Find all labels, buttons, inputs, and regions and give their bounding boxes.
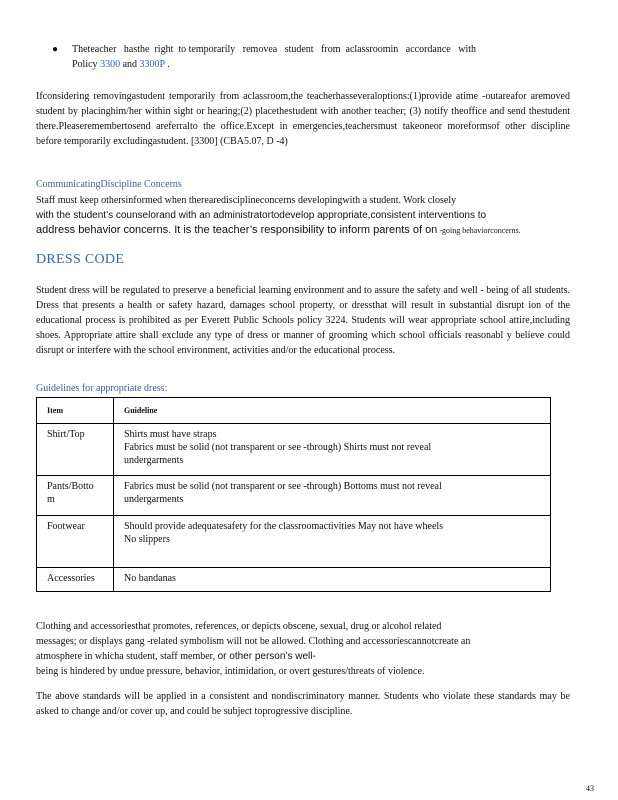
table-cell-item: Pants/Botto m (37, 476, 114, 516)
table-row (37, 424, 551, 476)
guideline-line: Shirts must have straps (124, 429, 217, 440)
guideline-line: Should provide adequatesafety for the classroomactivities May not have wheels (124, 521, 444, 532)
guidelines-table (36, 397, 551, 592)
bullet-line-1: Theteacher hasthe right to temporarily removea student from aclassroomin accordance with (72, 44, 477, 55)
removal-paragraph: Ifconsidering removingastudent temporarily from aclassroom,the teacherhasseveraloptions:(1)provide atime -outareafor aremoved student by placinghim/her within sight or hearing;(2) placethestudent with another teacher; (3) notify theoffice and send thestudent there.Pleaseremembertosend areferralto the office.Except in emergencies,teachersmust takeoneor moreformsof other discipline before temporarily excludingastudent. [3300] (CBA5.07, D -4) (36, 91, 570, 147)
page-number: 43 (586, 784, 594, 793)
guideline-line: No bandanas (124, 573, 176, 584)
communicating-discipline-heading: CommunicatingDiscipline Concerns (36, 179, 182, 190)
dress-paragraph: Student dress will be regulated to preserve a beneficial learning environment and to assure the safety and well - being of all students. Dress that presents a health or safety hazard, damages school property, or dressthat will result in substantial disrupt ion of the educational process is prohibited as per Everett Public Schools policy 3224. Students will wear appropriate school attire,including shoes. Appropriate attire shall exclude any type of dress or manner of grooming which school officials reasonabl y believe could disrupt or interfere with the school environment, activities and/or the educational process. (36, 285, 570, 356)
table-row (37, 476, 551, 516)
table-cell-guideline (114, 424, 551, 476)
clothing-line-4: being is hindered by undue pressure, behavior, intimidation, or overt gestures/threats of violence. (36, 666, 425, 677)
guideline-line: Fabrics must be solid (not transparent or see -through) Shirts must not reveal (124, 442, 432, 453)
table-cell-guideline (114, 568, 551, 592)
communicating-paragraph (36, 193, 570, 238)
table-cell-item: Accessories (37, 568, 114, 592)
guidelines-heading: Guidelines for appropriate dress: (36, 383, 168, 394)
policy-3300-link[interactable]: 3300 (100, 59, 121, 70)
guideline-line: undergarments (124, 494, 184, 505)
bullet-line-2 (72, 57, 532, 72)
bullet-period: . (167, 59, 170, 70)
clothing-line-3 (36, 649, 570, 664)
dress-code-heading: DRESS CODE (36, 252, 125, 267)
table-cell-guideline (114, 476, 551, 516)
communicating-line-3 (36, 223, 570, 238)
standards-paragraph: The above standards will be applied in a consistent and nondiscriminatory manner. Students who violate these standards may be asked to change and/or cover up, and could be subject toprogressive discipline. (36, 691, 570, 717)
bullet-icon: ● (52, 44, 59, 55)
communicating-line-2: with the student’s counselorand with an administratortodevelop appropriate,consistent interventions to (36, 210, 487, 221)
table-header-item: Item (37, 398, 114, 424)
guideline-line: Fabrics must be solid (not transparent or see -through) Bottoms must not reveal (124, 481, 442, 492)
clothing-paragraph (36, 619, 570, 679)
guideline-line: undergarments (124, 455, 184, 466)
clothing-line-1: Clothing and accessoriesthat promotes, references, or depicts obscene, sexual, drug or alcohol related (36, 621, 442, 632)
bullet-text (72, 42, 532, 72)
clothing-line-3-tail: or other person’s well- (217, 651, 316, 662)
table-cell-item: Footwear (37, 516, 114, 568)
table-header-guideline: Guideline (114, 398, 551, 424)
communicating-line-3-tail: -going behaviorconcerns. (437, 226, 521, 235)
bullet-and: and (122, 59, 138, 70)
table-header-row (37, 398, 551, 424)
table-row (37, 516, 551, 568)
communicating-line-1: Staff must keep othersinformed when therearedisciplineconcerns developingwith a student. Work closely (36, 195, 457, 206)
clothing-line-3-lead: atmosphere in whicha student, staff member, (36, 651, 216, 662)
guideline-line: No slippers (124, 534, 170, 545)
clothing-line-2: messages; or displays gang -related symbolism will not be allowed. Clothing and accessoriescannotcreate an (36, 636, 471, 647)
communicating-line-3-lead: address behavior concerns. It is the teacher’s responsibility to inform parents of on (36, 224, 438, 236)
table-cell-guideline (114, 516, 551, 568)
table-row (37, 568, 551, 592)
bullet-policy-prefix: Policy (72, 59, 98, 70)
policy-3300p-link[interactable]: 3300P (139, 59, 165, 70)
table-cell-item: Shirt/Top (37, 424, 114, 476)
